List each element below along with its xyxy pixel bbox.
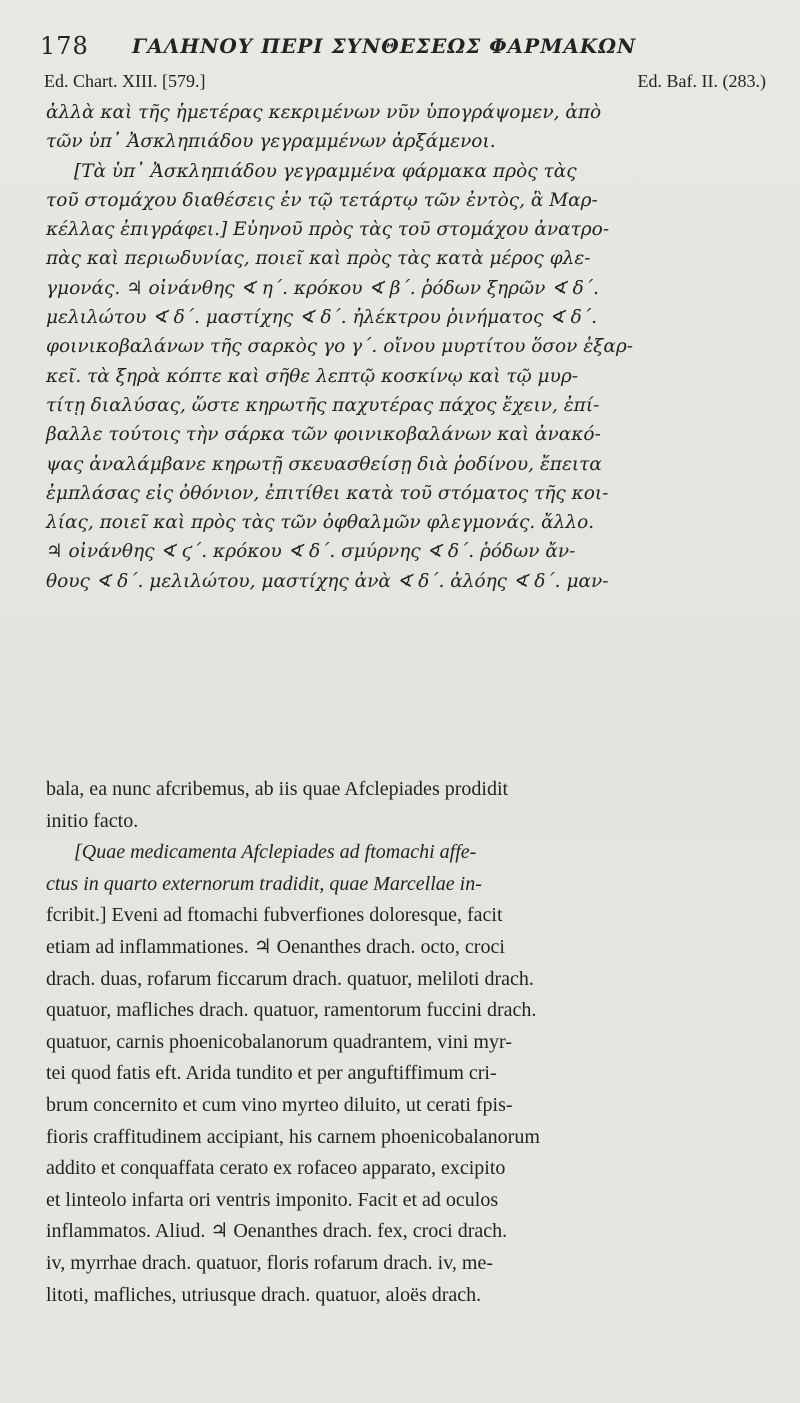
edition-chartier-ref: Ed. Chart. XIII. [579.] [44, 71, 206, 91]
page-header [40, 30, 770, 64]
greek-line: πὰς καὶ περιωδυνίας, ποιεῖ καὶ πρὸς τὰς κατὰ μέρος φλε- [46, 248, 591, 270]
latin-line: fioris craffitudinem accipiant, his carnem phoenicobalanorum [46, 1125, 540, 1148]
latin-line: [Quae medicamenta Afclepiades ad ftomachi affe- [74, 841, 477, 864]
greek-line: ἐμπλάσας εἰς ὀθόνιον, ἐπιτίθει κατὰ τοῦ στόματος τῆς κοι- [46, 482, 609, 504]
greek-line: ψας ἀναλάμβανε κηρωτῇ σκευασθείσῃ διὰ ῥοδίνου, ἔπειτα [46, 453, 602, 475]
page-number: 178 [40, 32, 89, 60]
greek-line: λίας, ποιεῖ καὶ πρὸς τὰς τῶν ὀφθαλμῶν φλεγμονάς. ἄλλο. [46, 512, 595, 534]
greek-text-block [46, 98, 768, 596]
latin-line: iv, myrrhae drach. quatuor, floris rofarum drach. iv, me- [46, 1251, 493, 1274]
edition-reference-line [44, 71, 766, 97]
greek-line: ♃ οἰνάνθης ∢ ϛ΄. κρόκου ∢ δ΄. σμύρνης ∢ δ΄. ῥόδων ἄν- [46, 541, 576, 563]
latin-line: addito et conquaffata cerato ex rofaceo apparato, excipito [46, 1157, 506, 1180]
latin-line: inflammatos. Aliud. ♃ Oenanthes drach. fex, croci drach. [46, 1220, 508, 1243]
latin-line: tei quod fatis eft. Arida tundito et per anguftiffimum cri- [46, 1062, 497, 1085]
greek-line: κέλλας ἐπιγράφει.] Εὐηνοῦ πρὸς τὰς τοῦ στομάχου ἀνατρο- [46, 219, 610, 241]
latin-line: drach. duas, rofarum ficcarum drach. quatuor, meliloti drach. [46, 967, 534, 990]
latin-line: litoti, mafliches, utriusque drach. quatuor, aloës drach. [46, 1283, 482, 1306]
greek-line: ἀλλὰ καὶ τῆς ἡμετέρας κεκριμένων νῦν ὑπογράψομεν, ἀπὸ [46, 102, 602, 123]
greek-line: βαλλε τούτοις τὴν σάρκα τῶν φοινικοβαλάνων καὶ ἀνακό- [46, 424, 601, 446]
greek-line: τοῦ στομάχου διαθέσεις ἐν τῷ τετάρτῳ τῶν ἐντὸς, ἃ Μαρ- [46, 189, 598, 211]
latin-line: fcribit.] Eveni ad ftomachi fubverfiones doloresque, facit [46, 904, 503, 927]
latin-line: brum concernito et cum vino myrteo diluito, ut cerati fpis- [46, 1093, 513, 1116]
greek-line: κεῖ. τὰ ξηρὰ κόπτε καὶ σῆθε λεπτῷ κοσκίνῳ καὶ τῷ μυρ- [46, 365, 578, 387]
latin-line: bala, ea nunc afcribemus, ab iis quae Afclepiades prodidit [46, 778, 509, 800]
edition-basel-ref: Ed. Baf. II. (283.) [637, 71, 766, 91]
running-title: ΓΑΛΗΝΟΥ ΠΕΡΙ ΣΥΝΘΕΣΕΩΣ ΦΑΡΜΑΚΩΝ [132, 34, 637, 58]
greek-line: γμονάς. ♃ οἰνάνθης ∢ η΄. κρόκου ∢ β΄. ῥόδων ξηρῶν ∢ δ΄. [46, 277, 599, 299]
latin-line: quatuor, mafliches drach. quatuor, ramentorum fuccini drach. [46, 999, 537, 1022]
greek-line: τίτῃ διαλύσας, ὥστε κηρωτῆς παχυτέρας πάχος ἔχειν, ἐπί- [46, 394, 600, 416]
latin-line: ctus in quarto externorum tradidit, quae Marcellae in- [46, 872, 482, 895]
greek-line: μελιλώτου ∢ δ΄. μαστίχης ∢ δ΄. ἠλέκτρου ῥινήματος ∢ δ΄. [46, 307, 597, 329]
latin-line: quatuor, carnis phoenicobalanorum quadrantem, vini myr- [46, 1030, 512, 1053]
greek-line: [Τὰ ὑπ᾽ Ἀσκληπιάδου γεγραμμένα φάρμακα πρὸς τὰς [74, 160, 577, 182]
latin-line: et linteolo infarta ori ventris imponito. Facit et ad oculos [46, 1188, 499, 1211]
latin-line: initio facto. [46, 809, 139, 832]
greek-line: θους ∢ δ΄. μελιλώτου, μαστίχης ἀνὰ ∢ δ΄. ἀλόης ∢ δ΄. μαν- [46, 570, 609, 592]
greek-line: τῶν ὑπ᾽ Ἀσκληπιάδου γεγραμμένων ἀρξάμενοι. [46, 131, 496, 153]
latin-text-block [46, 774, 768, 1311]
greek-line: φοινικοβαλάνων τῆς σαρκὸς γο γ΄. οἴνου μυρτίτου ὅσον ἐξαρ- [46, 336, 633, 358]
latin-line: etiam ad inflammationes. ♃ Oenanthes drach. octo, croci [46, 935, 505, 958]
